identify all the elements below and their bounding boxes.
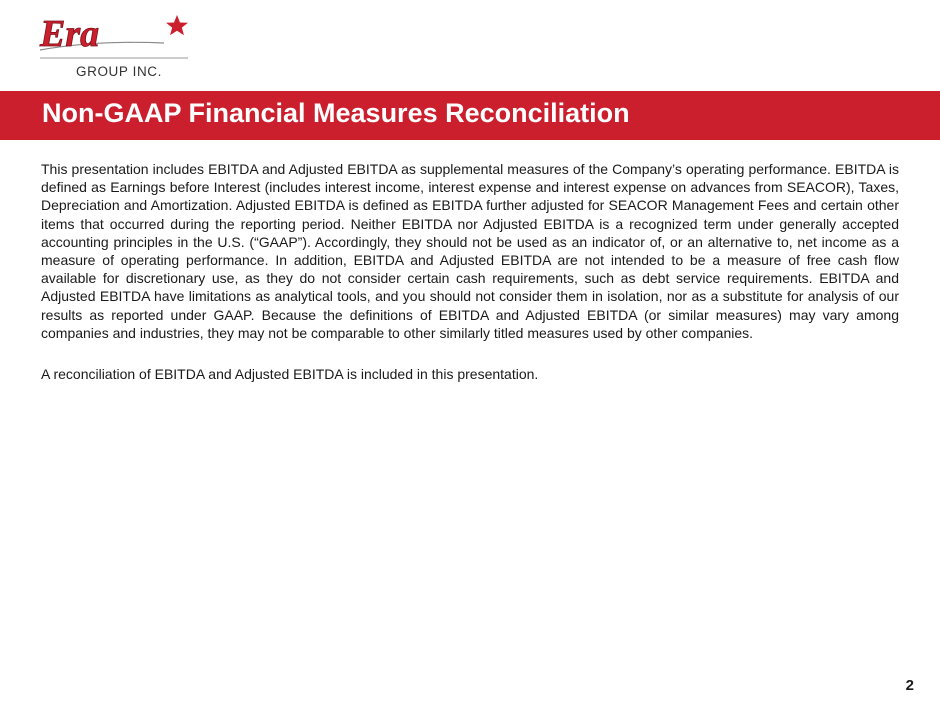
page-title: Non-GAAP Financial Measures Reconciliation — [42, 98, 630, 128]
definition-paragraph: This presentation includes EBITDA and Adjusted EBITDA as supplemental measures of the Company’s operating performance. EBITDA is defined as Earnings before Interest (includes interest income, interest expense and interest expense on advances from SEACOR), Taxes, Depreciation and Amortization. Adjusted EBITDA is defined as EBITDA further adjusted for SEACOR Management Fees and certain other items that occurred during the reporting period. Neither EBITDA nor Adjusted EBITDA is a recognized term under generally accepted accounting principles in the U.S. (“GAAP”). Accordingly, they should not be used as an indicator of, or an alternative to, net income as a measure of operating performance. In addition, EBITDA and Adjusted EBITDA are not intended to be a measure of free cash flow available for discretionary use, as they do not consider certain cash requirements, such as debt service requirements. EBITDA and Adjusted EBITDA have limitations as analytical tools, and you should not consider them in isolation, nor as a substitute for analysis of our results as reported under GAAP. Because the definitions of EBITDA and Adjusted EBITDA (or similar measures) may vary among companies and industries, they may not be comparable to other similarly titled measures used by other companies. — [41, 161, 899, 341]
page-number: 2 — [905, 677, 914, 694]
star-icon — [166, 15, 188, 35]
logo-wordmark: Era — [40, 13, 100, 55]
era-logo-graphic — [36, 10, 192, 80]
company-logo — [36, 10, 192, 80]
logo-subtitle: GROUP INC. — [76, 64, 163, 79]
reconciliation-note: A reconciliation of EBITDA and Adjusted EBITDA is included in this presentation. — [41, 366, 539, 382]
